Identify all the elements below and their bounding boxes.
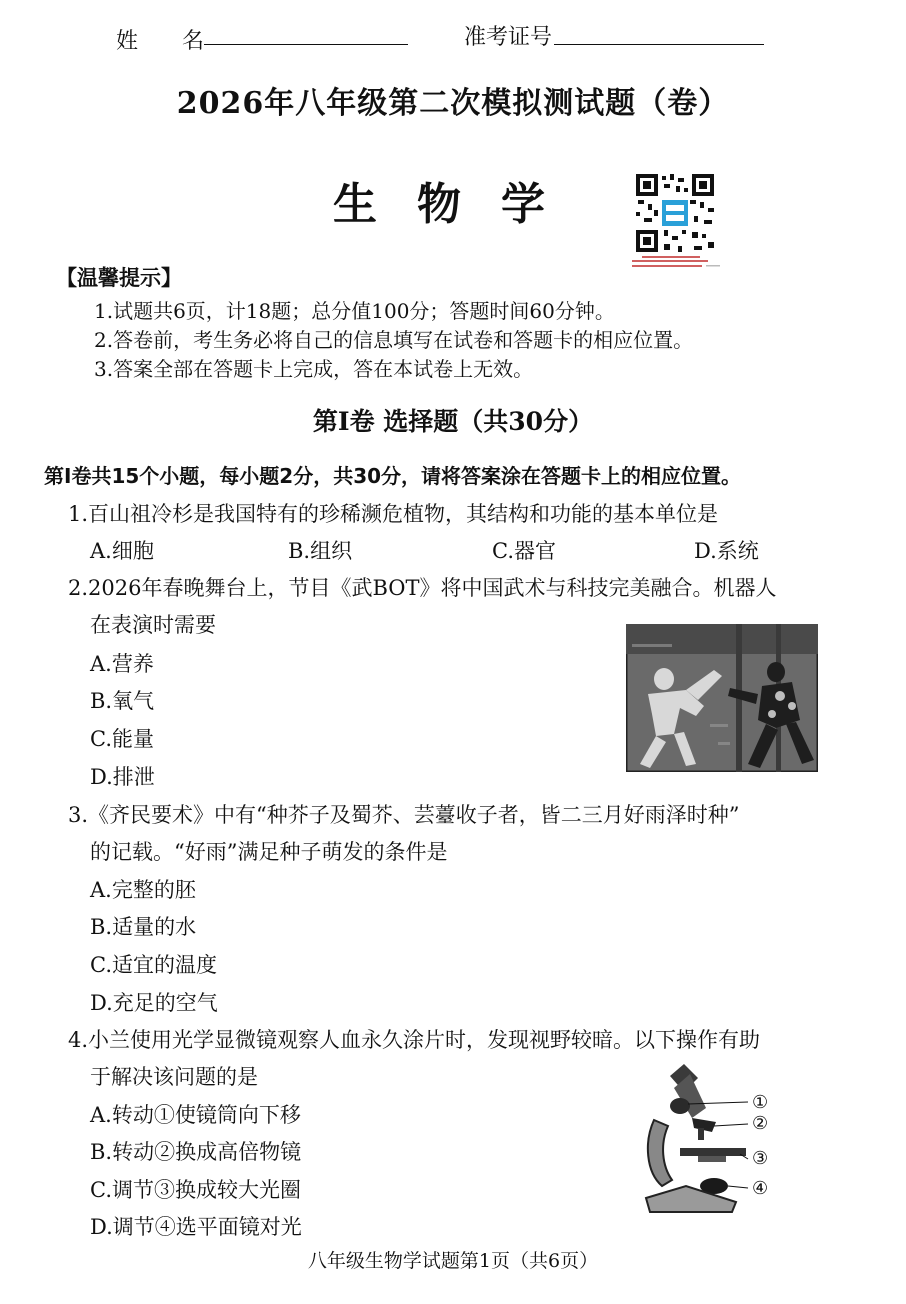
- option-4d[interactable]: D.调节④选平面镜对光: [90, 1215, 302, 1239]
- tips-heading: 【温馨提示】: [56, 266, 182, 290]
- subject-title: 生物学: [333, 179, 585, 230]
- tip-item: 3.答案全部在答题卡上完成，答在本试卷上无效。: [94, 357, 534, 381]
- question-2: 2.2026年春晚舞台上，节目《武BOT》将中国武术与科技完美融合。机器人: [68, 576, 777, 600]
- option-1c[interactable]: C.器官: [492, 539, 556, 563]
- option-3b[interactable]: B.适量的水: [90, 915, 197, 939]
- option-2b[interactable]: B.氧气: [90, 689, 155, 713]
- tip-item: 1.试题共6页，计18题；总分值100分；答题时间60分钟。: [94, 299, 615, 323]
- microscope-diagram: [640, 1062, 750, 1220]
- question-3-cont: 的记载。“好雨”满足种子萌发的条件是: [90, 840, 448, 864]
- qr-code: [634, 172, 716, 254]
- name-field[interactable]: [204, 18, 408, 45]
- question-4-cont: 于解决该问题的是: [90, 1065, 258, 1089]
- question-4: 4.小兰使用光学显微镜观察人血永久涂片时，发现视野较暗。以下操作有助: [68, 1028, 761, 1052]
- option-1b[interactable]: B.组织: [288, 539, 353, 563]
- page-title: 2026年八年级第二次模拟测试题（卷）: [176, 86, 730, 121]
- option-3d[interactable]: D.充足的空气: [90, 991, 218, 1015]
- callout-4: ④: [752, 1178, 769, 1199]
- exam-id-label: 准考证号: [464, 25, 553, 50]
- option-4c[interactable]: C.调节③换成较大光圈: [90, 1178, 301, 1202]
- option-3a[interactable]: A.完整的胚: [90, 878, 196, 902]
- name-label: 姓 名: [116, 29, 205, 54]
- callout-2: ②: [752, 1113, 769, 1134]
- robot-performance-photo: [626, 624, 818, 772]
- exam-id-field[interactable]: [554, 18, 764, 45]
- question-2-cont: 在表演时需要: [90, 613, 216, 637]
- callout-1: ①: [752, 1092, 769, 1113]
- callout-3: ③: [752, 1148, 769, 1169]
- option-2a[interactable]: A.营养: [90, 652, 154, 676]
- section-intro: 第Ⅰ卷共15个小题，每小题2分，共30分，请将答案涂在答题卡上的相应位置。: [44, 464, 742, 488]
- tip-item: 2.答卷前，考生务必将自己的信息填写在试卷和答题卡的相应位置。: [94, 328, 694, 352]
- section-title: 第Ⅰ卷 选择题（共30分）: [312, 407, 594, 436]
- page-footer: 八年级生物学试题第1页（共6页）: [307, 1250, 599, 1272]
- option-1a[interactable]: A.细胞: [90, 539, 154, 563]
- option-1d[interactable]: D.系统: [694, 539, 759, 563]
- option-4a[interactable]: A.转动①使镜筒向下移: [90, 1103, 301, 1127]
- option-3c[interactable]: C.适宜的温度: [90, 953, 217, 977]
- question-1: 1.百山祖冷杉是我国特有的珍稀濒危植物，其结构和功能的基本单位是: [68, 502, 719, 526]
- qr-caption: [628, 254, 724, 268]
- option-4b[interactable]: B.转动②换成高倍物镜: [90, 1140, 302, 1164]
- option-2c[interactable]: C.能量: [90, 727, 154, 751]
- question-3: 3.《齐民要术》中有“种芥子及蜀芥、芸薹收子者，皆二三月好雨泽时种”: [68, 803, 740, 827]
- option-2d[interactable]: D.排泄: [90, 765, 155, 789]
